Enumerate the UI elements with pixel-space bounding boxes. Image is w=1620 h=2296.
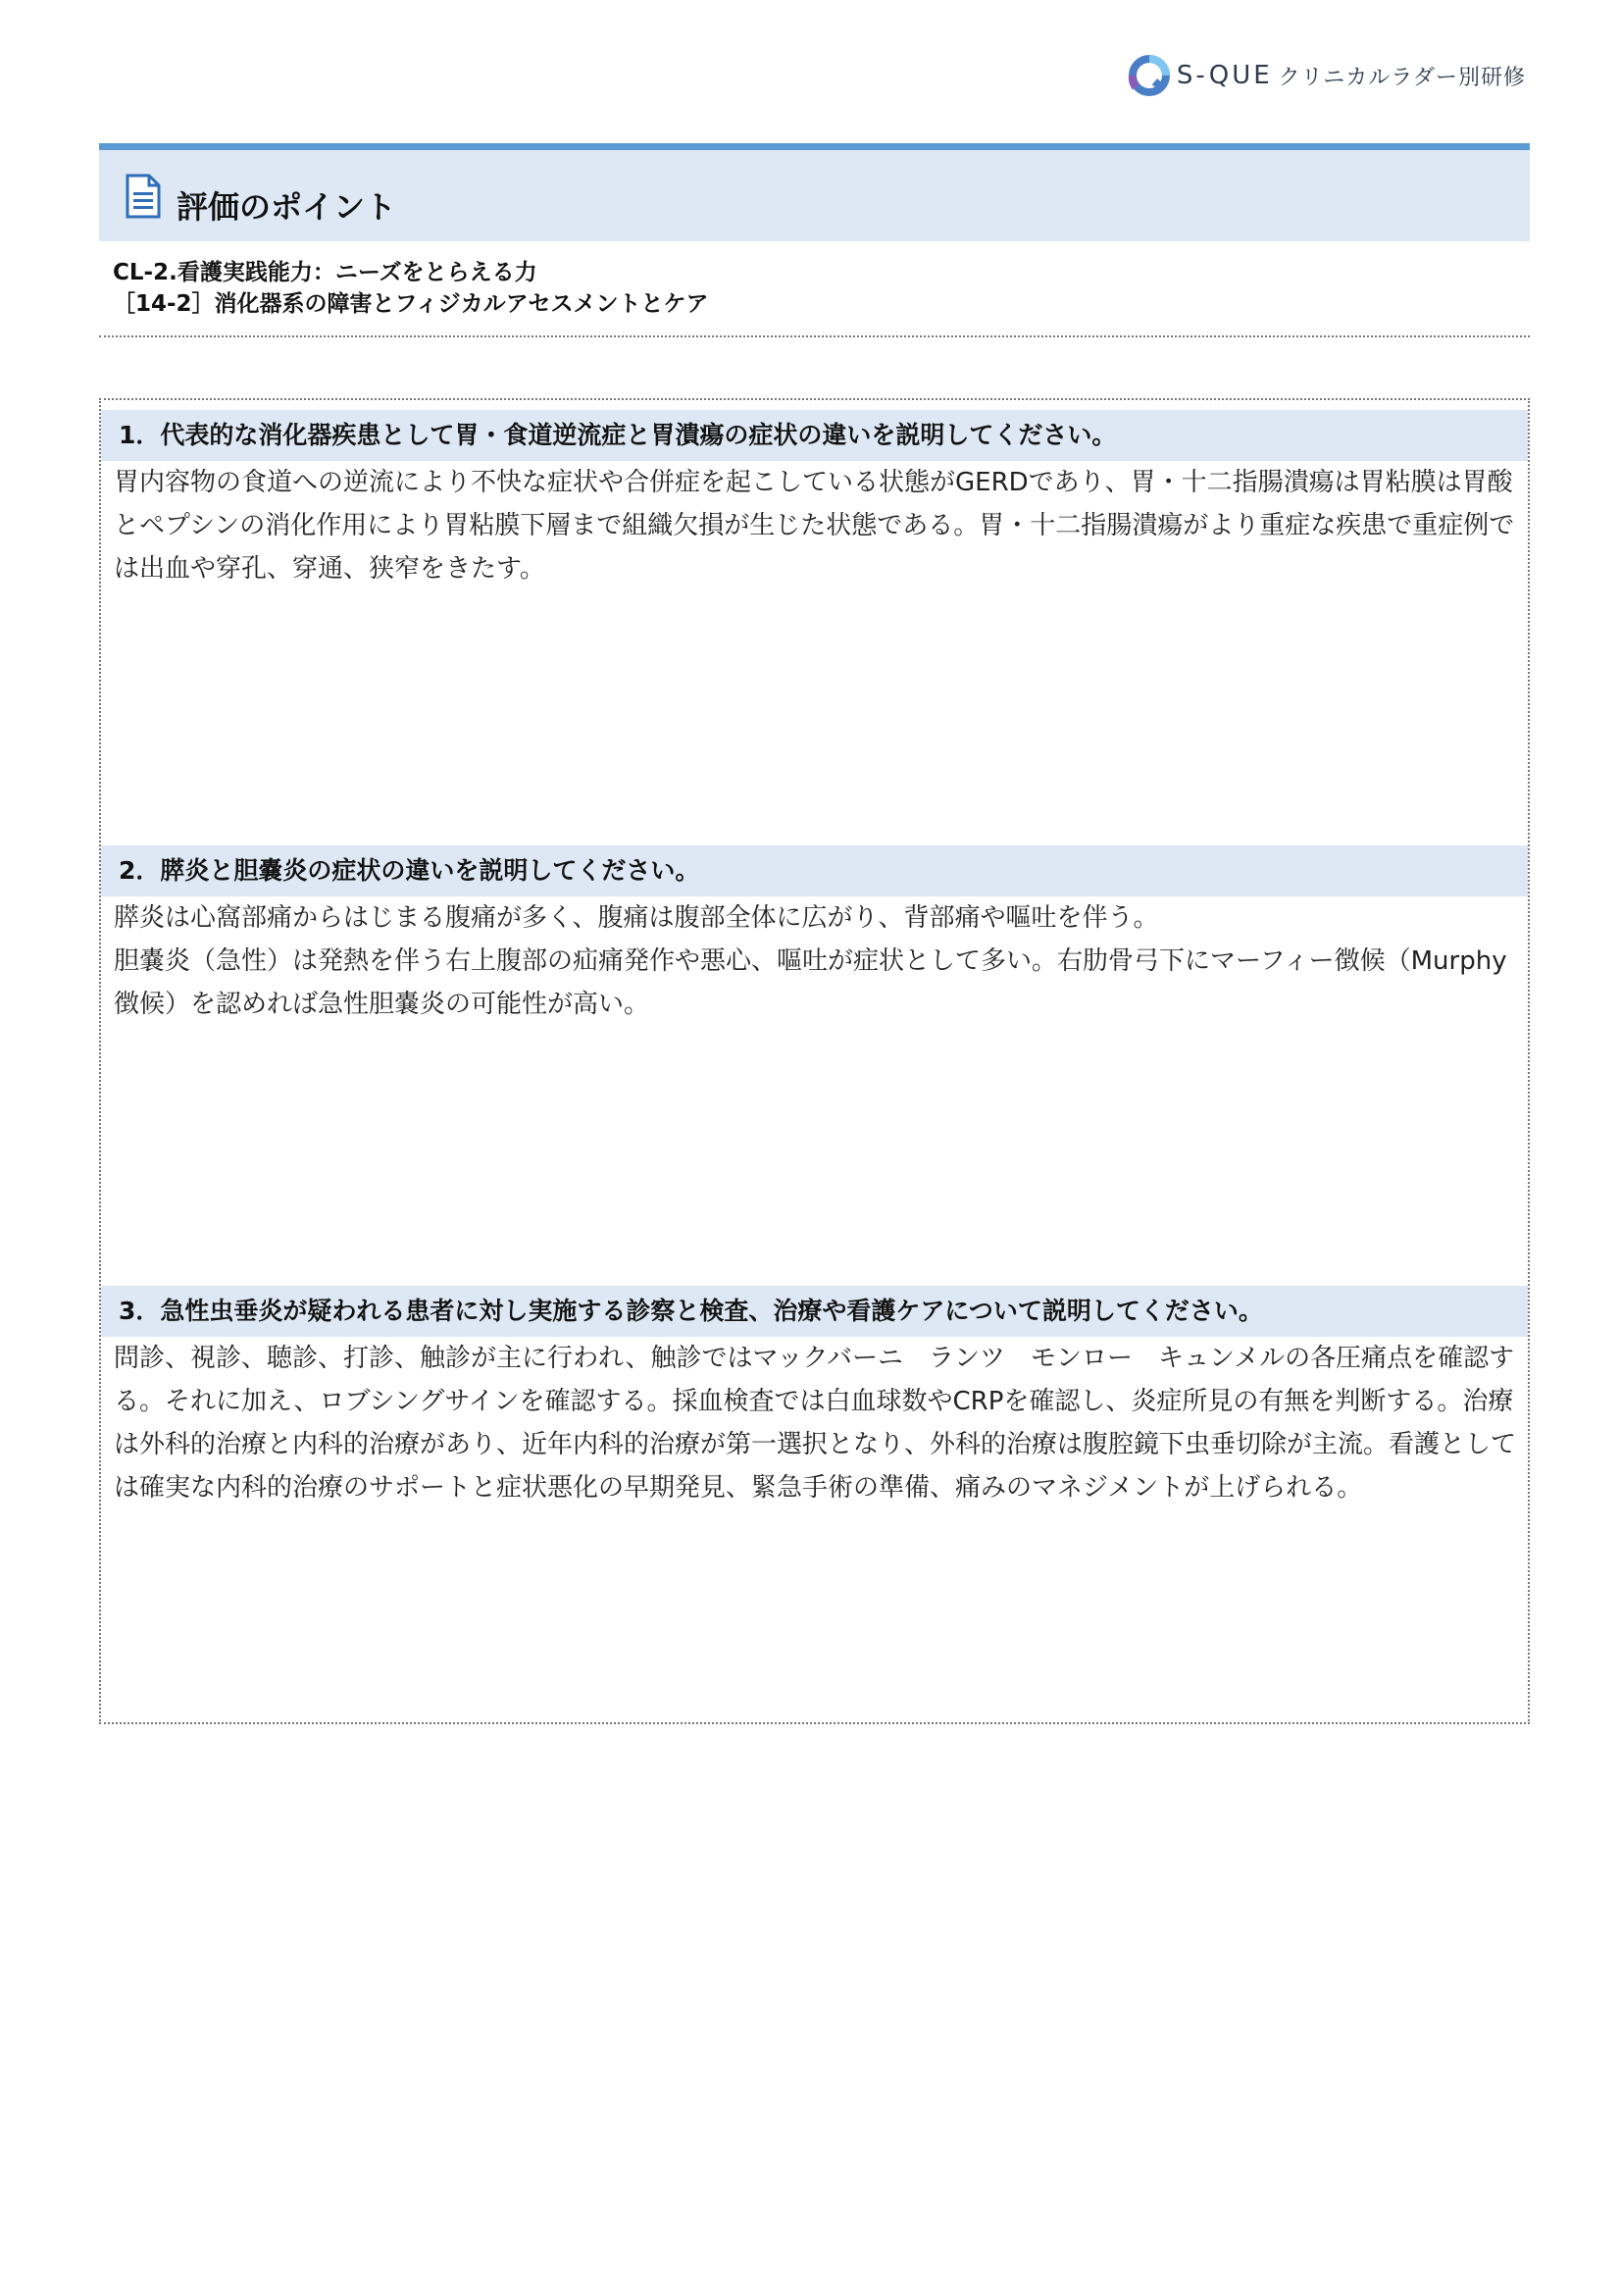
answer-paragraph: 問診、視診、聴診、打診、触診が主に行われ、触診ではマックバーニ ランツ モンロー キュンメルの各圧痛点を確認する。それに加え、ロブシングサインを確認する。採血検査では白血球数やCRPを確認し、炎症所見の有無を判断する。治療は外科的治療と内科的治療があり、近年内科的治療が第一選択となり、外科的治療は腹腔鏡下虫垂切除が主流。看護としては確実な内科的治療のサポートと症状悪化の早期発見、緊急手術の準備、痛みのマネジメントが上げられる。 [114, 1344, 1517, 1503]
qa-box [99, 398, 1530, 1724]
logo-subtitle: クリニカルラダー別研修 [1278, 65, 1526, 90]
question-1-heading: 1．代表的な消化器疾患として胃・食道逆流症と胃潰瘍の症状の違いを説明してください。 [101, 410, 1528, 461]
question-1-answer [114, 461, 1516, 590]
question-2-heading: 2．膵炎と胆嚢炎の症状の違いを説明してください。 [101, 845, 1528, 896]
document-icon [124, 173, 163, 220]
logo-brand-text: S-QUE [1176, 61, 1273, 90]
question-3-heading: 3．急性虫垂炎が疑われる患者に対し実施する診察と検査、治療や看護ケアについて説明してください。 [101, 1286, 1528, 1337]
answer-paragraph: 胃内容物の食道への逆流により不快な症状や合併症を起こしている状態がGERDであり、胃・十二指腸潰瘍は胃粘膜は胃酸とペプシンの消化作用により胃粘膜下層まで組織欠損が生じた状態である。胃・十二指腸潰瘍がより重症な疾患で重症例では出血や穿孔、穿通、狭窄をきたす。 [114, 468, 1515, 584]
question-2-answer [114, 896, 1516, 1026]
dotted-divider [99, 335, 1530, 337]
page-title: 評価のポイント [177, 187, 397, 226]
brand-logo [1128, 49, 1526, 102]
title-band [99, 143, 1530, 241]
logo-mark-icon [1128, 54, 1171, 97]
answer-paragraph: 胆嚢炎（急性）は発熱を伴う右上腹部の疝痛発作や悪心、嘔吐が症状として多い。右肋骨弓下にマーフィー徴候（Murphy徴候）を認めれば急性胆嚢炎の可能性が高い。 [114, 946, 1507, 1019]
answer-paragraph: 膵炎は心窩部痛からはじまる腹痛が多く、腹痛は腹部全体に広がり、背部痛や嘔吐を伴う。 [114, 903, 1159, 933]
question-3-answer [114, 1337, 1516, 1509]
subject-block [113, 257, 709, 320]
subject-line-1: CL-2.看護実践能力：ニーズをとらえる力 [113, 260, 537, 285]
subject-line-2: ［14-2］消化器系の障害とフィジカルアセスメントとケア [113, 291, 709, 317]
